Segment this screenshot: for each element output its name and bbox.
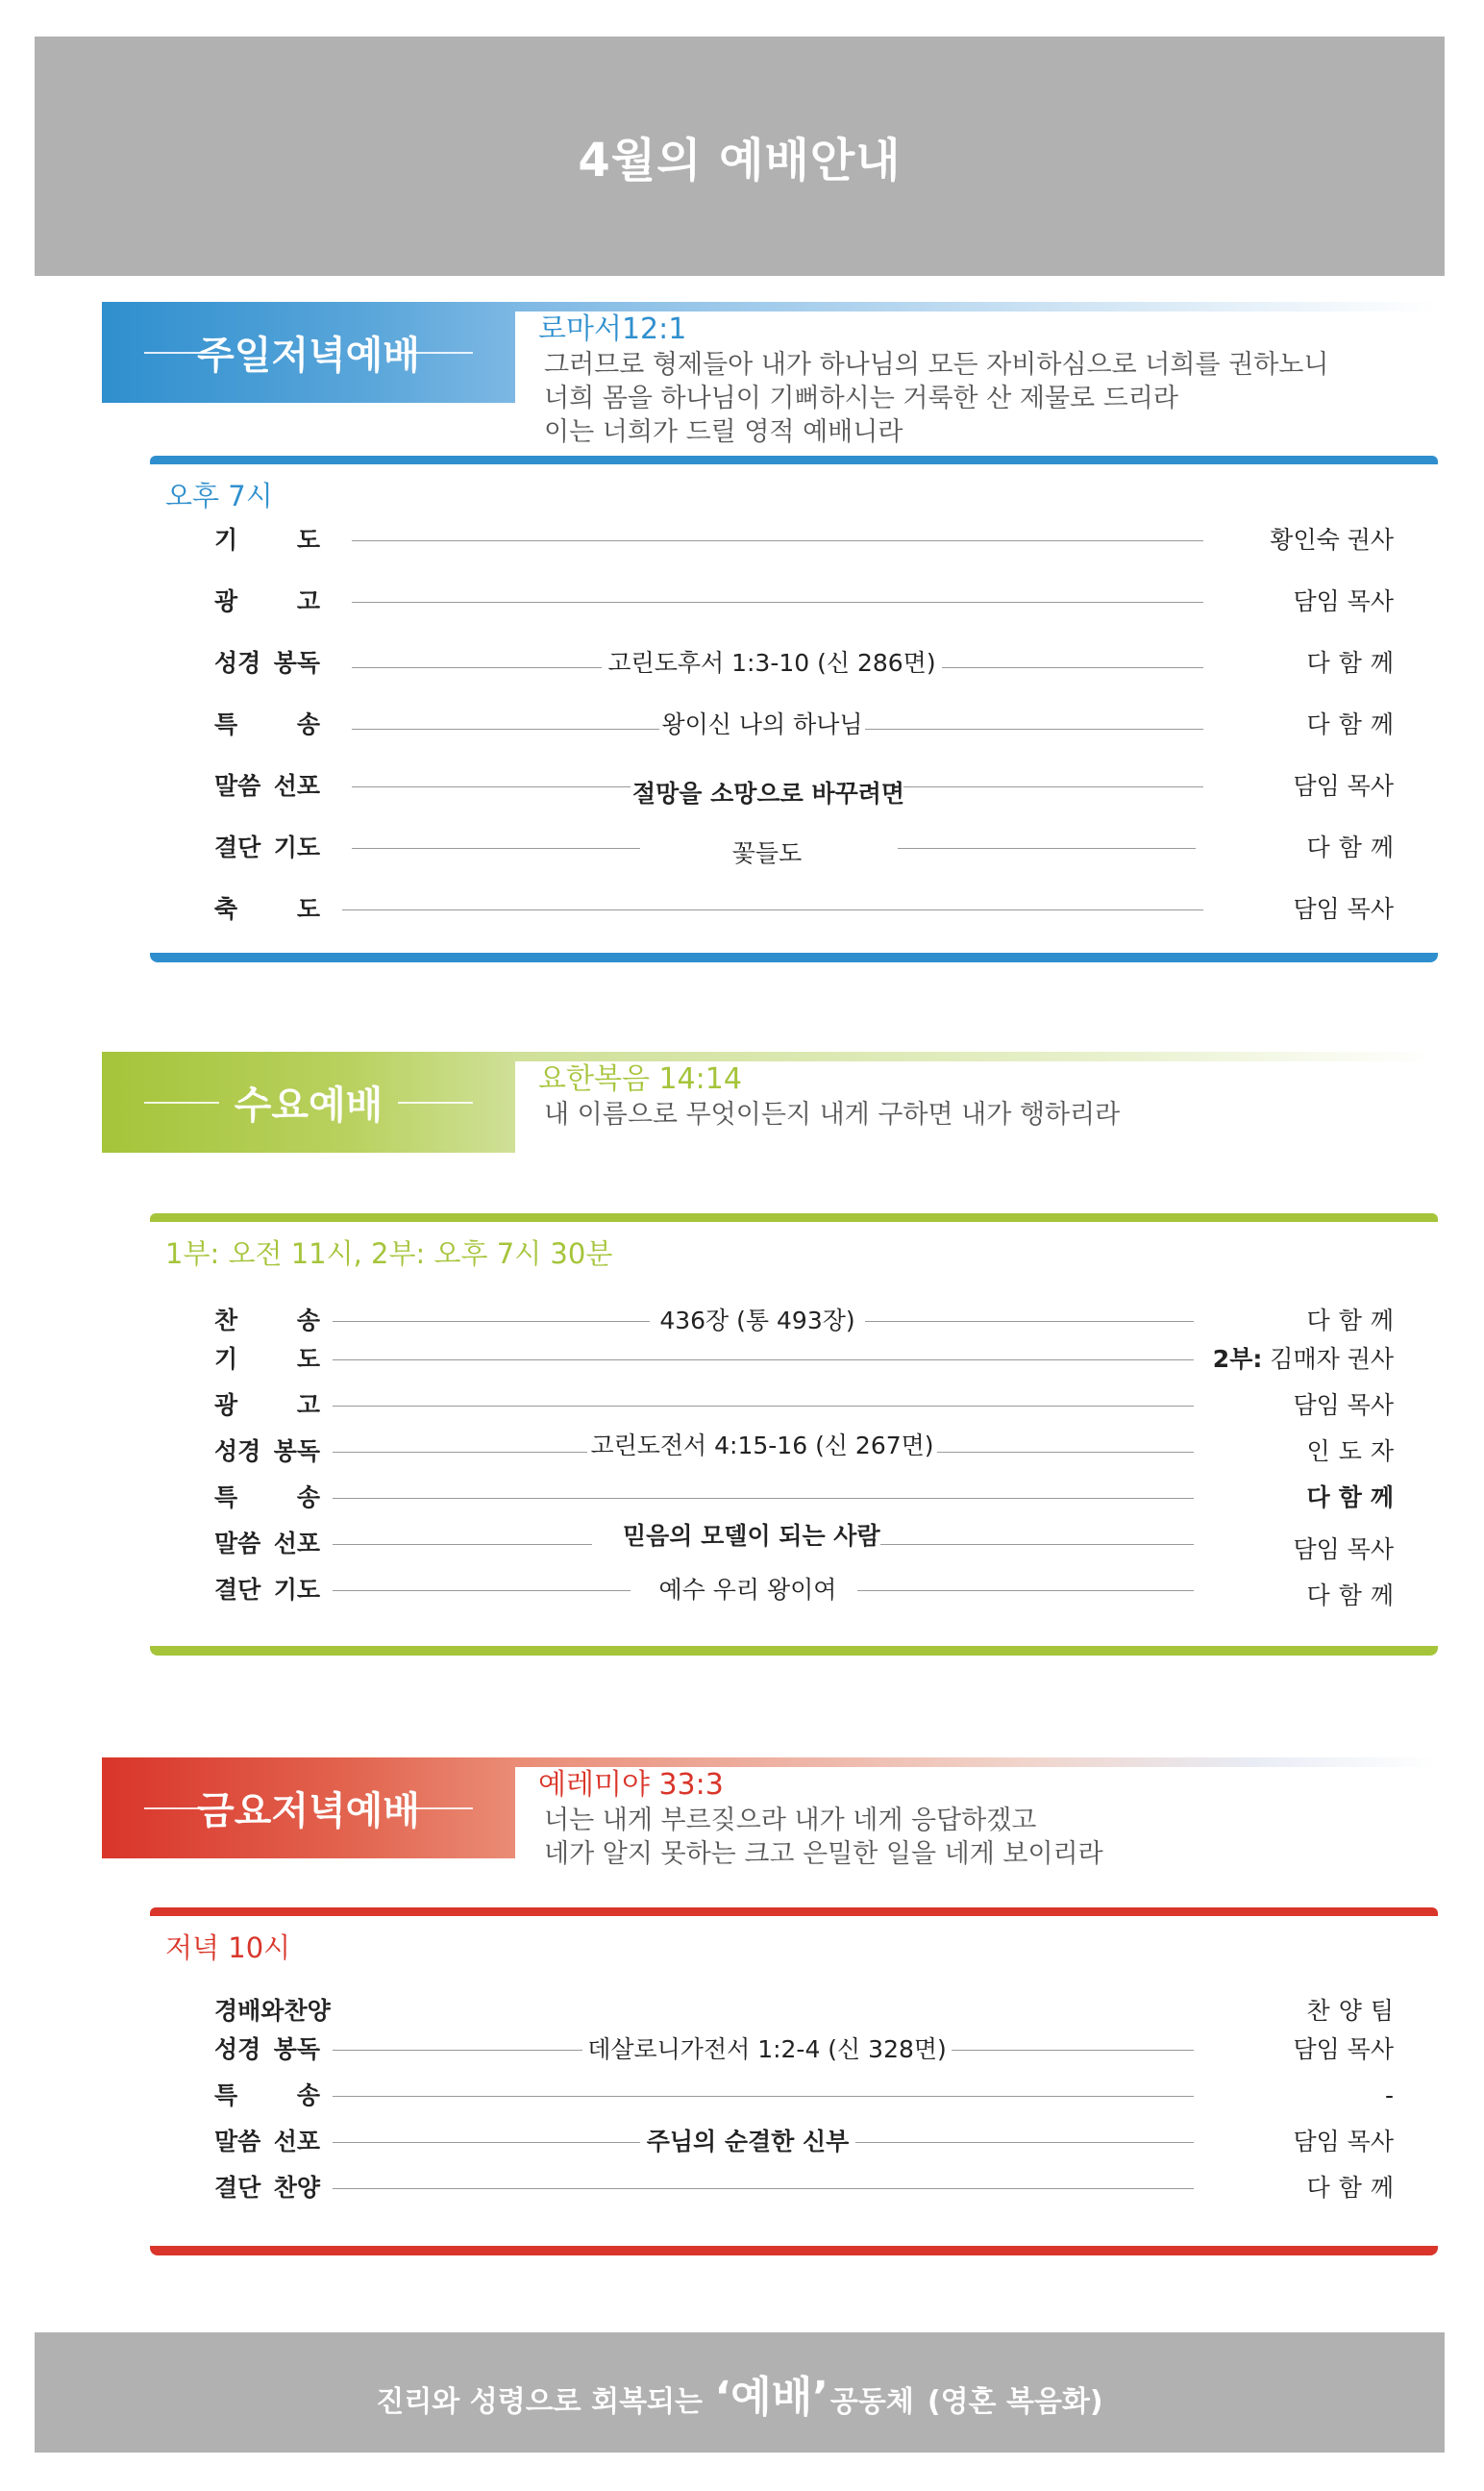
wednesday-verse-bar xyxy=(515,1052,1438,1061)
order-content: 믿음의 모델이 되는 사람 xyxy=(621,1517,875,1556)
order-person: 다함께 xyxy=(1306,2174,1402,2202)
friday-header xyxy=(102,1757,515,1858)
order-label: 결단 찬양 xyxy=(214,2174,320,2202)
sunday-header xyxy=(102,302,515,403)
wednesday-verse-ref: 요한복음 14:14 xyxy=(538,1062,742,1096)
order-label: 특 송 xyxy=(214,2081,320,2109)
order-row xyxy=(150,1479,1438,1517)
sunday-verse xyxy=(538,311,1442,449)
dotted-rule xyxy=(352,540,1203,541)
order-row xyxy=(150,583,1438,621)
wednesday-header xyxy=(102,1052,515,1153)
order-label: 말씀 선포 xyxy=(214,2128,320,2155)
friday-time: 저녁 10시 xyxy=(165,1931,291,1964)
order-label: 성경 봉독 xyxy=(214,1437,320,1465)
order-person: 담임 목사 xyxy=(1293,2128,1394,2155)
order-person: 담임 목사 xyxy=(1293,1391,1394,1419)
page-title: 4월의 예배안내 xyxy=(578,134,902,187)
sunday-verse-line: 너희 몸을 하나님이 기뻐하시는 거룩한 산 제물로 드리라 xyxy=(544,384,1178,413)
dotted-rule xyxy=(333,2188,1194,2189)
order-content: 꽃들도 xyxy=(717,834,817,873)
dotted-rule xyxy=(342,909,1203,910)
dotted-rule xyxy=(333,1406,1194,1407)
order-label: 광 고 xyxy=(214,1391,320,1419)
sunday-time: 오후 7시 xyxy=(165,480,273,512)
sunday-verse-ref: 로마서12:1 xyxy=(538,312,687,346)
header-rule-right xyxy=(398,1102,473,1104)
order-content: 고린도전서 4:15-16 (신 267면) xyxy=(587,1427,937,1465)
order-person: 다함께 xyxy=(1306,649,1402,677)
order-row xyxy=(150,1522,1438,1563)
order-row xyxy=(150,644,1438,683)
box-bottom-bar xyxy=(150,2246,1438,2255)
wednesday-verse-line: 내 이름으로 무엇이든지 내게 구하면 내가 행하리라 xyxy=(544,1100,1121,1130)
order-person: 찬양팀 xyxy=(1306,1997,1402,2025)
sunday-verse-line: 그러므로 형제들아 내가 하나님의 모든 자비하심으로 너희를 권하노니 xyxy=(544,350,1329,380)
friday-verse-ref: 예레미야 33:3 xyxy=(538,1768,724,1802)
order-content: 왕이신 나의 하나님 xyxy=(659,706,865,744)
friday-title: 금요저녁예배 xyxy=(197,1789,420,1833)
box-top-bar xyxy=(150,456,1438,464)
dotted-rule xyxy=(333,1590,631,1591)
wednesday-verse xyxy=(538,1061,1442,1132)
order-person: 다함께 xyxy=(1306,834,1402,861)
sunday-verse-bar xyxy=(515,302,1438,311)
order-person: 다함께 xyxy=(1306,1582,1402,1609)
order-row xyxy=(150,521,1438,560)
order-person: 다함께 xyxy=(1306,1483,1402,1511)
order-content: 예수 우리 왕이여 xyxy=(650,1571,846,1609)
order-label: 특 송 xyxy=(214,1483,320,1511)
dotted-rule xyxy=(333,1544,592,1545)
order-person: 다함께 xyxy=(1306,710,1402,738)
order-content: 절망을 소망으로 바꾸려면 xyxy=(631,775,903,813)
wednesday-title: 수요예배 xyxy=(234,1084,383,1128)
footer-slogan xyxy=(376,2362,1102,2424)
dotted-rule xyxy=(352,602,1203,603)
order-row xyxy=(150,706,1438,744)
dotted-rule xyxy=(898,848,1196,849)
dotted-rule xyxy=(333,1498,1194,1499)
order-label: 광 고 xyxy=(214,587,320,615)
order-content: 고린도후서 1:3-10 (신 286면) xyxy=(602,644,942,683)
order-person-prefix: 2부: xyxy=(1212,1345,1263,1373)
order-label: 경배와찬양 xyxy=(214,1997,331,2025)
order-person: 담임 목사 xyxy=(1293,587,1394,615)
order-label: 말씀 선포 xyxy=(214,772,320,800)
order-person xyxy=(1201,1340,1394,1379)
dotted-rule xyxy=(333,1359,1194,1360)
sunday-title: 주일저녁예배 xyxy=(197,334,420,378)
order-row xyxy=(150,1386,1438,1425)
order-person: 담임 목사 xyxy=(1293,772,1394,800)
order-row xyxy=(150,2123,1438,2161)
friday-verse-line: 네가 알지 못하는 크고 은밀한 일을 네게 보이리라 xyxy=(544,1839,1103,1869)
order-person: 담임 목사 xyxy=(1293,2035,1394,2063)
order-label: 기 도 xyxy=(214,526,320,554)
order-label: 축 도 xyxy=(214,895,320,923)
dotted-rule xyxy=(352,848,640,849)
order-label: 특 송 xyxy=(214,710,320,738)
box-bottom-bar xyxy=(150,1646,1438,1656)
footer-part2: ‘예배’ xyxy=(714,2372,829,2422)
order-content: 주님의 순결한 신부 xyxy=(640,2123,855,2161)
box-bottom-bar xyxy=(150,953,1438,962)
order-row xyxy=(150,2169,1438,2207)
order-person: 다함께 xyxy=(1306,1307,1402,1334)
order-label: 결단 기도 xyxy=(214,1576,320,1604)
order-row xyxy=(150,2077,1438,2115)
order-row xyxy=(150,829,1438,867)
order-label: 기 도 xyxy=(214,1345,320,1373)
box-top-bar xyxy=(150,1907,1438,1916)
dotted-rule xyxy=(857,1590,1194,1591)
footer-part3: 공동체 xyxy=(829,2384,914,2419)
footer-banner xyxy=(35,2332,1445,2453)
friday-verse-bar xyxy=(515,1757,1438,1767)
box-top-bar xyxy=(150,1213,1438,1222)
friday-verse xyxy=(538,1767,1442,1871)
order-label: 말씀 선포 xyxy=(214,1530,320,1557)
order-person: 황인숙 권사 xyxy=(1270,526,1394,554)
order-row xyxy=(150,767,1438,806)
order-person: 담임 목사 xyxy=(1293,1535,1394,1563)
order-label: 성경 봉독 xyxy=(214,2035,320,2063)
order-label: 결단 기도 xyxy=(214,834,320,861)
page-title-banner xyxy=(35,37,1445,276)
order-row xyxy=(150,1340,1438,1379)
order-row xyxy=(150,890,1438,929)
footer-part1: 진리와 성령으로 회복되는 xyxy=(376,2384,713,2419)
order-content: 436장 (통 493장) xyxy=(650,1302,865,1340)
order-label: 찬 송 xyxy=(214,1307,320,1334)
order-label: 성경 봉독 xyxy=(214,649,320,677)
order-row xyxy=(150,1992,1438,2030)
friday-verse-line: 너는 내게 부르짖으라 내가 네게 응답하겠고 xyxy=(544,1806,1037,1835)
order-person-name: 김매자 권사 xyxy=(1262,1345,1394,1373)
order-person: 인도자 xyxy=(1306,1437,1402,1465)
wednesday-time: 1부: 오전 11시, 2부: 오후 7시 30분 xyxy=(165,1237,613,1270)
order-content: 데살로니가전서 1:2-4 (신 328면) xyxy=(582,2030,952,2069)
order-row xyxy=(150,1571,1438,1609)
order-row xyxy=(150,2030,1438,2069)
dotted-rule xyxy=(880,1544,1194,1545)
order-person: - xyxy=(1384,2081,1394,2109)
sunday-verse-line: 이는 너희가 드릴 영적 예배니라 xyxy=(544,417,903,447)
dotted-rule xyxy=(333,2096,1194,2097)
order-person: 담임 목사 xyxy=(1293,895,1394,923)
header-rule-left xyxy=(144,1102,219,1104)
order-row xyxy=(150,1432,1438,1471)
footer-part4: (영혼 복음화) xyxy=(927,2384,1103,2419)
order-row xyxy=(150,1302,1438,1340)
